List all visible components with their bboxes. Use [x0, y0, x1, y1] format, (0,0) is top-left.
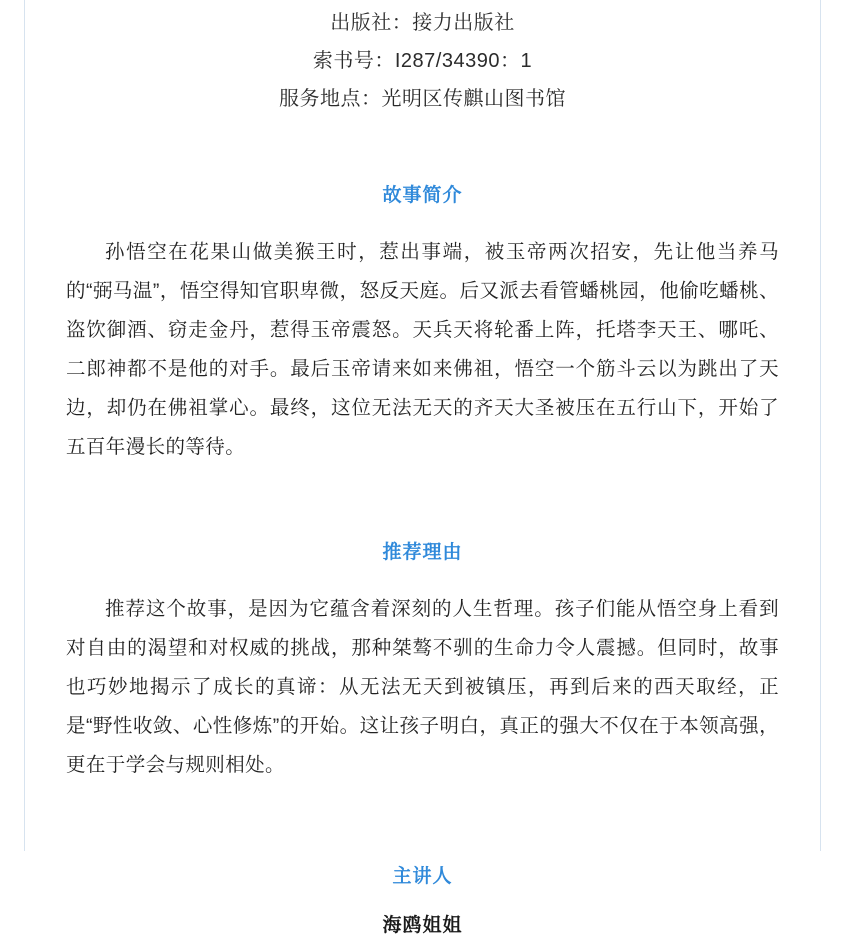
speaker-name: 海鸥姐姐 — [382, 915, 463, 936]
section-body-story-summary: 孙悟空在花果山做美猴王时，惹出事端，被玉帝两次招安，先让他当养马的“弼马温”，悟空得知官职卑微，怒反天庭。后又派去看管蟠桃园，他偷吃蟠桃、盗饮御酒、窃走金丹，惹得玉帝震怒。天兵天将轮番上阵，托塔李天王、哪吒、二郎神都不是他的对手。最后玉帝请来如来佛祖，悟空一个筋斗云以为跳出了天边，却仍在佛祖掌心。最终，这位无法无天的齐天大圣被压在五行山下，开始了五百年漫长的等待。 — [66, 241, 779, 458]
book-metadata — [66, 0, 779, 118]
section-body-recommendation: 推荐这个故事，是因为它蕴含着深刻的人生哲理。孩子们能从悟空身上看到对自由的渴望和对权威的挑战，那种桀骜不驯的生命力令人震撼。但同时，故事也巧妙地揭示了成长的真谛：从无法无天到被镇压，再到后来的西天取经，正是“野性收敛、心性修炼”的开始。这让孩子明白，真正的强大不仅在于本领高强，更在于学会与规则相处。 — [66, 598, 779, 776]
metadata-location: 服务地点：光明区传麒山图书馆 — [279, 88, 566, 110]
section-heading-recommendation: 推荐理由 — [382, 542, 463, 563]
metadata-publisher: 出版社：接力出版社 — [330, 12, 515, 34]
section-heading-speaker: 主讲人 — [392, 866, 453, 887]
section-heading-story-summary: 故事简介 — [382, 185, 463, 206]
metadata-call-number: 索书号：I287/34390：1 — [312, 50, 533, 72]
